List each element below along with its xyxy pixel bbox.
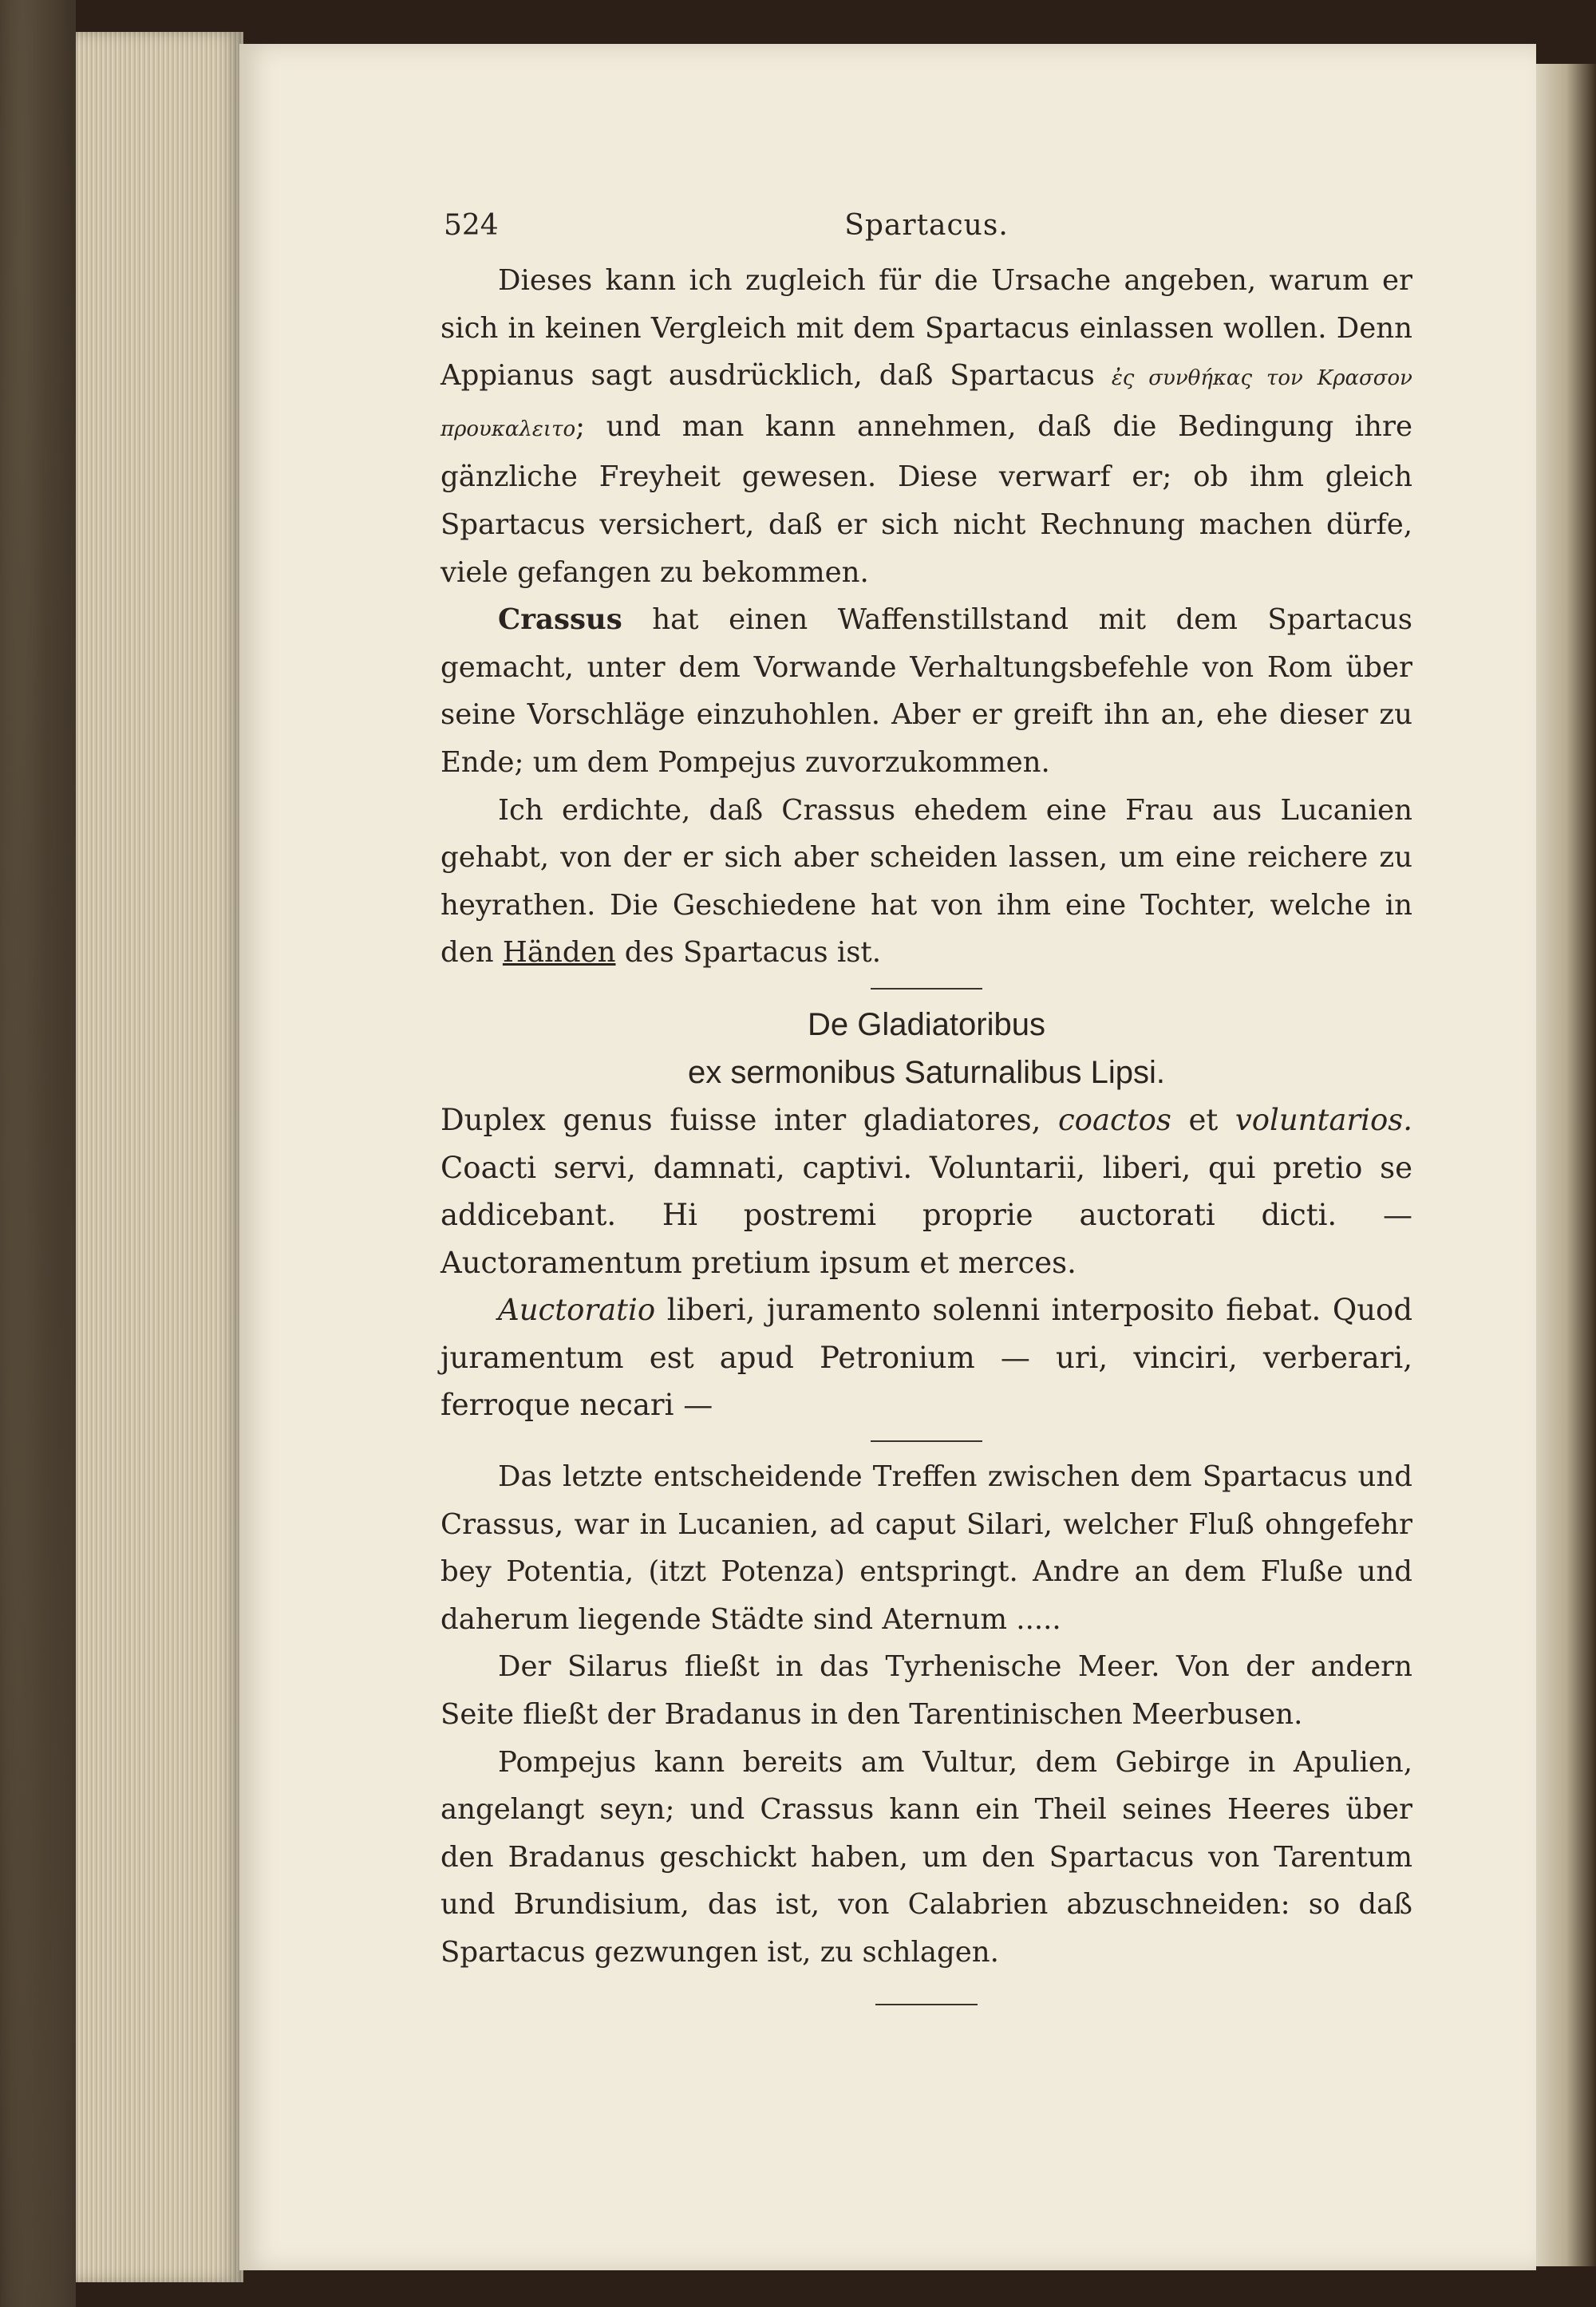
section-divider — [871, 1440, 982, 1442]
page-number: 524 — [444, 209, 499, 242]
latin-subheading: ex sermonibus Saturnalibus Lipsi. — [687, 1054, 1166, 1090]
running-head — [440, 209, 1412, 257]
book-cover-board — [0, 0, 76, 2307]
paragraph-crassus-truce: Crassus hat einen Waffenstillstand mit dem Spartacus gemacht, unter dem Vorwande Verhaltungsbefehle von Rom über seine Vorschläge einzuhohlen. Aber er greift ihn an, ehe dieser zu Ende; um dem Pompejus zuvorzukommen. — [440, 603, 1412, 779]
underlined-word: Händen — [502, 936, 616, 970]
paragraph-pompejus: Pompejus kann bereits am Vultur, dem Gebirge in Apulien, angelangt seyn; und Crassus kann ein Theil seines Heeres über den Bradanus geschickt haben, um den Spartacus von Tarentum und Brundisium, das ist, von Calabrien abzuschneiden: so daß Spartacus gezwungen ist, zu schlagen. — [440, 1745, 1412, 1969]
paragraph-auctoratio: Auctoratio liberi, juramento solenni interposito fiebat. Quod juramentum est apud Petronium — uri, vinciri, verberari, ferroque necari — — [440, 1293, 1412, 1423]
name-crassus: Crassus — [498, 603, 622, 637]
facing-page-edge — [1536, 64, 1596, 2266]
page-content — [440, 209, 1412, 2005]
paragraph-daughter: Ich erdichte, daß Crassus ehedem eine Frau aus Lucanien gehabt, von der er sich aber scheiden lassen, um eine reichere zu heyrathen. Die Geschiedene hat von ihm eine Tochter, welche in den Händen des Spartacus ist. — [440, 793, 1412, 970]
latin-heading: De Gladiatoribus — [808, 1006, 1045, 1042]
paragraph-silarus: Der Silarus fließt in das Tyrhenische Meer. Von der andern Seite fließt der Bradanus in den Tarentinischen Meerbusen. — [440, 1650, 1412, 1732]
section-divider — [871, 988, 982, 990]
paragraph-appianus: Dieses kann ich zugleich für die Ursache angeben, warum er sich in keinen Vergleich mit dem Spartacus einlassen wollen. Denn Appianus sagt ausdrücklich, daß Spartacus ἐς συνθήκας τον Κρασσον προυκαλειτο; und man kann annehmen, daß die Bedingung ihre gänzliche Freyheit gewesen. Diese verwarf er; ob ihm gleich Spartacus versichert, daß er sich nicht Rechnung machen dürfe, viele gefangen zu bekommen. — [440, 264, 1412, 589]
running-title: Spartacus. — [844, 209, 1009, 242]
greek-quote: ἐς συνθήκας τον Κρασσον προυκαλειτο — [440, 366, 1412, 441]
paragraph-gladiators: Duplex genus fuisse inter gladiatores, coactos et voluntarios. Coacti servi, damnati, captivi. Voluntarii, liberi, qui pretio se addicebant. Hi postremi proprie auctorati dicti. — Auctoramentum pretium ipsum et merces. — [440, 1102, 1412, 1280]
page-edges — [76, 32, 243, 2282]
paragraph-last-battle: Das letzte entscheidende Treffen zwischen dem Spartacus und Crassus, war in Lucanien, ad caput Silari, welcher Fluß ohngefehr bey Potentia, (itzt Potenza) entspringt. Andre an dem Fluße und daherum liegende Städte sind Aternum ..... — [440, 1460, 1412, 1636]
closing-rule — [875, 2004, 978, 2005]
